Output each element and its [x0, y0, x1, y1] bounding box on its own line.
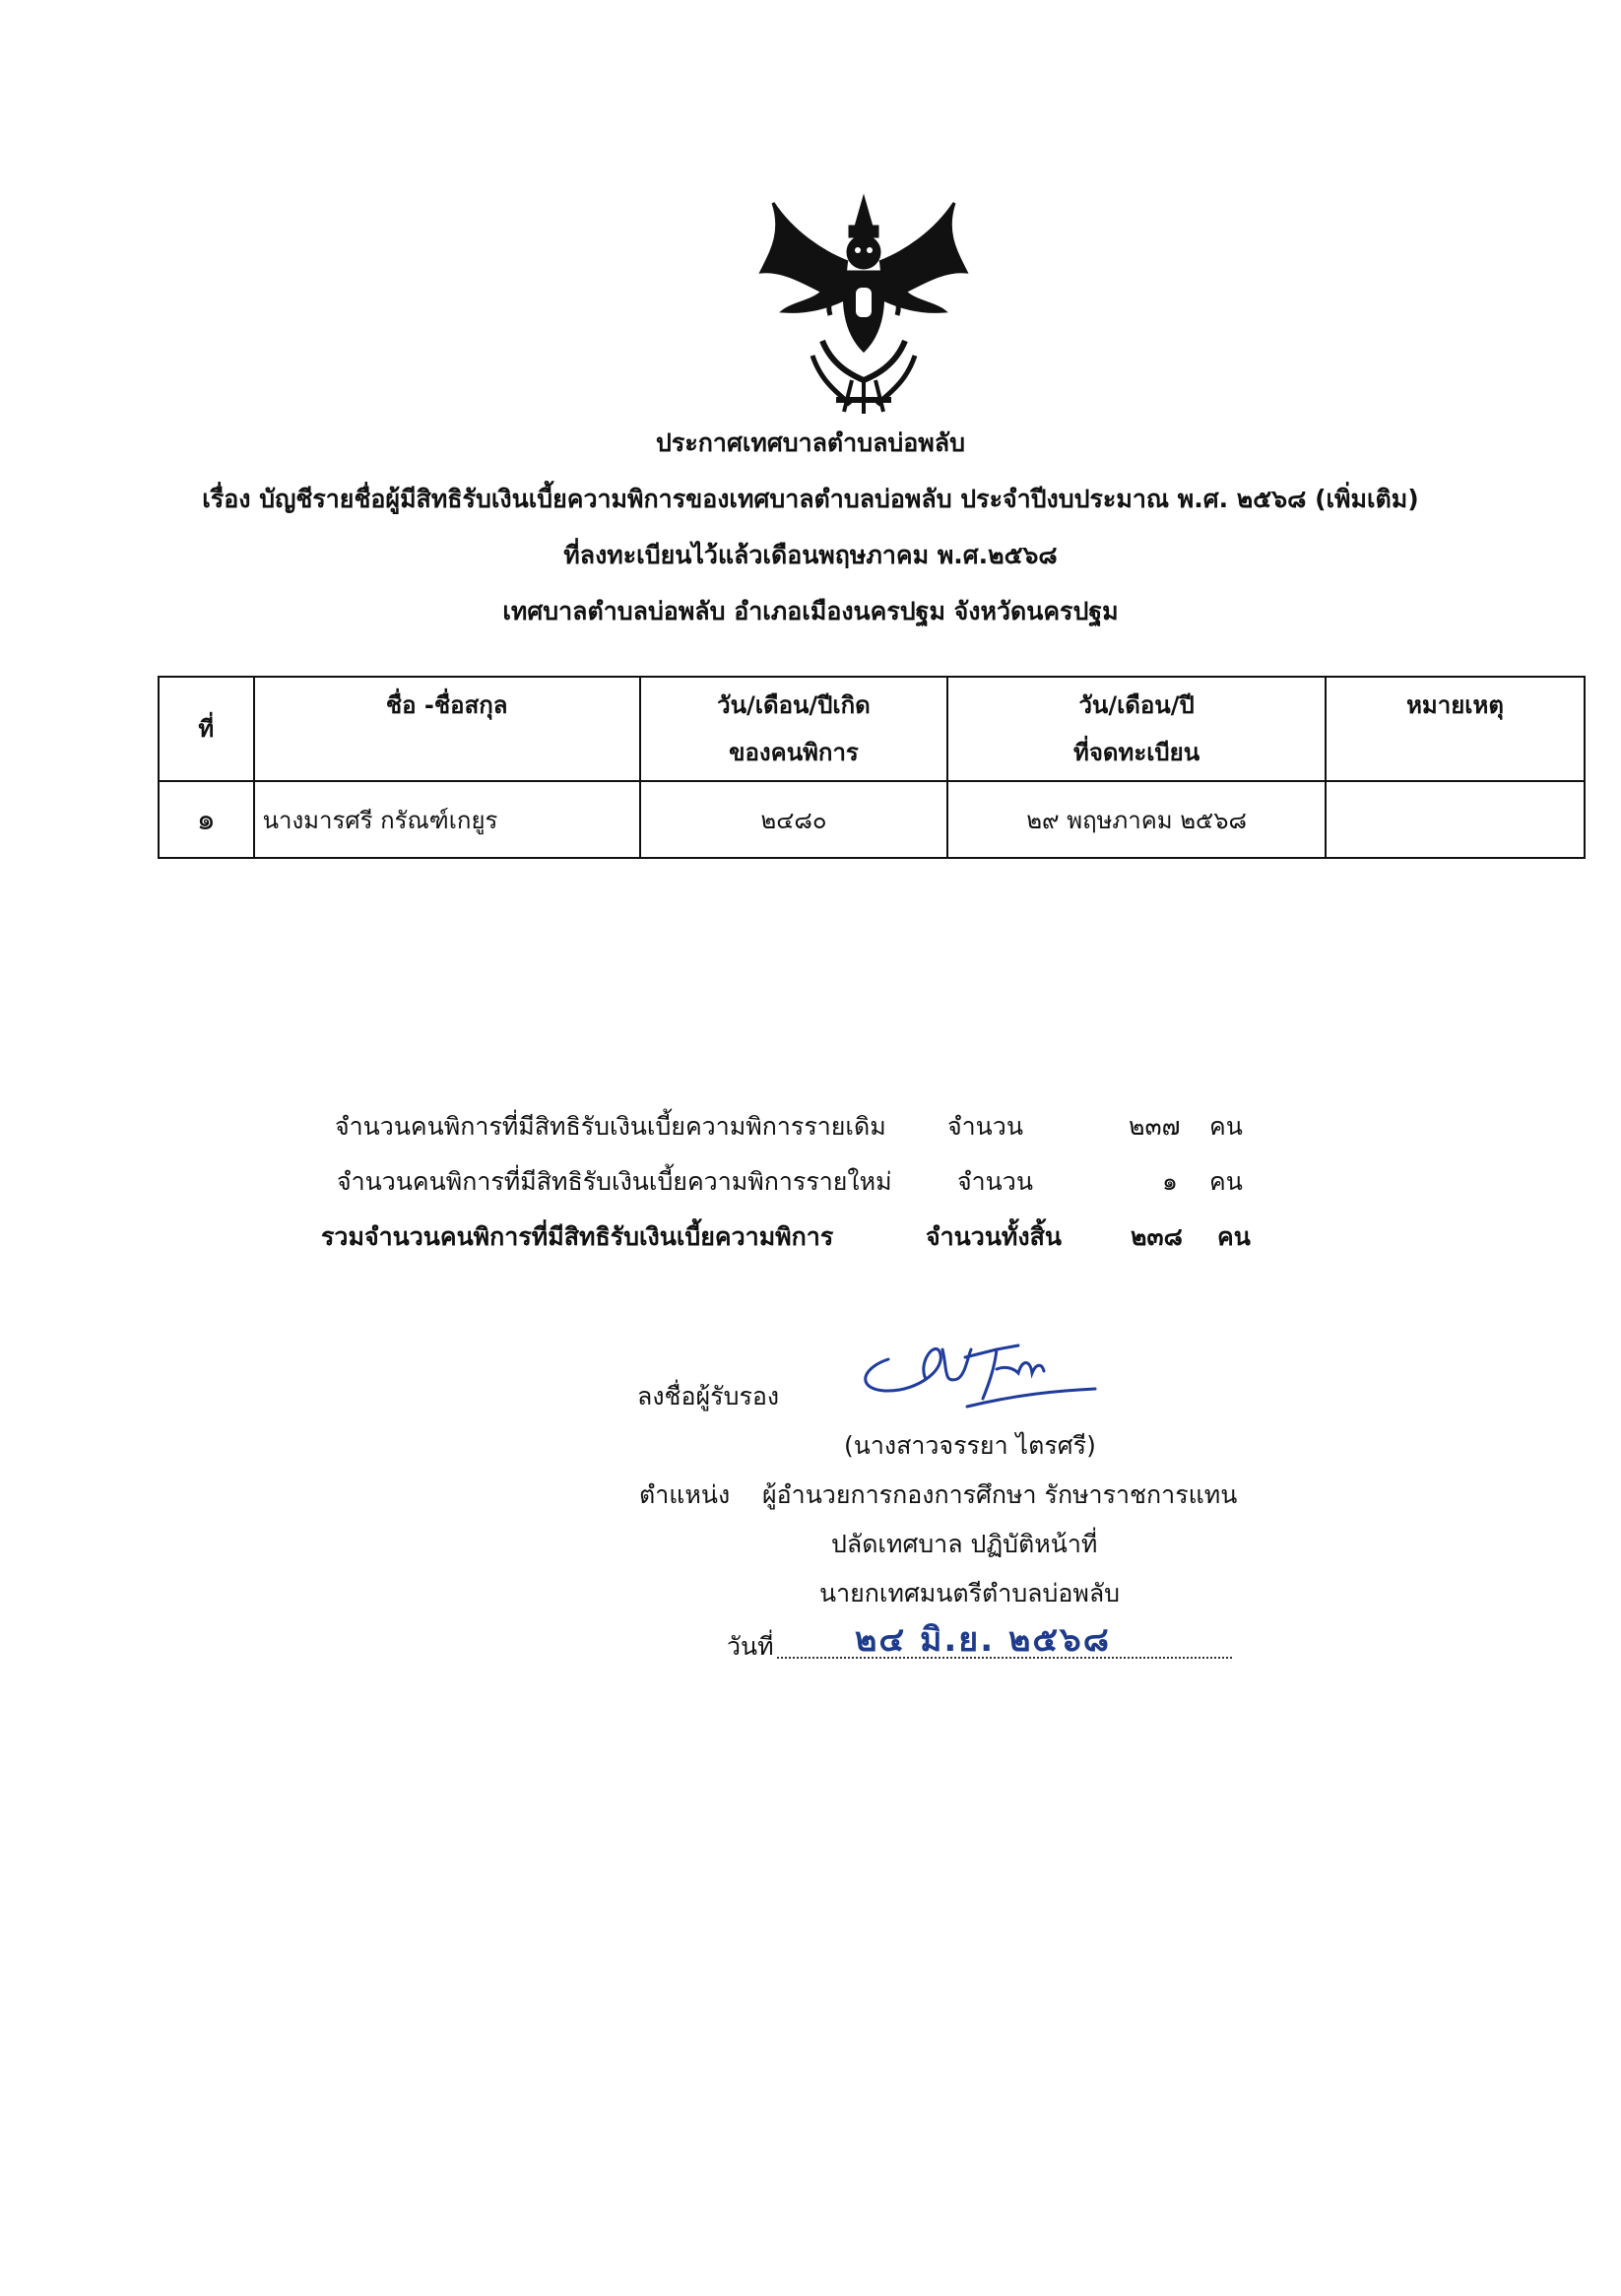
position-line-2: ปลัดเทศบาล ปฏิบัติหน้าที่ — [831, 1530, 1098, 1558]
position-line-3: นายกเทศมนตรีตำบลบ่อพลับ — [819, 1579, 1121, 1607]
summary-existing-value: ๒๓๗ — [1129, 1112, 1181, 1141]
summary-existing-unit: คน — [1209, 1112, 1243, 1141]
summary-new-value: ๑ — [1162, 1167, 1178, 1196]
col-header-birth — [640, 677, 947, 781]
col-header-birth-line2: ของคนพิการ — [729, 739, 859, 766]
col-header-registered-line2: ที่จดทะเบียน — [1073, 739, 1200, 766]
summary-existing-count-label: จำนวน — [947, 1112, 1023, 1141]
summary-total — [0, 1217, 1621, 1257]
col-header-birth-line1: วัน/เดือน/ปีเกิด — [717, 691, 871, 719]
header-line-2: เรื่อง บัญชีรายชื่อผู้มีสิทธิรับเงินเบี้ยความพิการของเทศบาลตำบลบ่อพลับ ประจำปีงบประมาณ พ.ศ. ๒๕๖๘ (เพิ่มเติม) — [202, 485, 1419, 513]
garuda-emblem-icon — [753, 193, 975, 415]
col-header-note: หมายเหตุ — [1326, 677, 1585, 781]
beneficiary-table — [158, 676, 1586, 859]
summary-total-unit: คน — [1217, 1222, 1251, 1251]
summary-total-value: ๒๓๘ — [1131, 1222, 1183, 1251]
summary-new — [0, 1162, 1621, 1202]
handwritten-signature-icon — [849, 1330, 1105, 1418]
summary-total-label: รวมจำนวนคนพิการที่มีสิทธิรับเงินเบี้ยความพิการ — [321, 1222, 834, 1251]
sign-label: ลงชื่อผู้รับรอง — [637, 1382, 780, 1410]
date-stamp: ๒๔ มิ.ย. ๒๕๖๘ — [855, 1620, 1111, 1660]
summary-existing — [0, 1107, 1621, 1147]
col-header-registered-line1: วัน/เดือน/ปี — [1078, 691, 1195, 719]
summary-new-unit: คน — [1209, 1167, 1243, 1196]
summary-existing-label: จำนวนคนพิการที่มีสิทธิรับเงินเบี้ยความพิการรายเดิม — [335, 1112, 886, 1141]
position-line-1: ผู้อำนวยการกองการศึกษา รักษาราชการแทน — [762, 1480, 1238, 1509]
cell-birth: ๒๔๘๐ — [640, 781, 947, 858]
header-line-3: ที่ลงทะเบียนไว้แล้วเดือนพฤษภาคม พ.ศ.๒๕๖๘ — [563, 541, 1058, 569]
position-label: ตำแหน่ง — [639, 1480, 731, 1509]
summary-total-count-label: จำนวนทั้งสิ้น — [926, 1222, 1062, 1251]
table-row — [159, 781, 1585, 858]
cell-name: นางมารศรี กรัณฑ์เกยูร — [254, 781, 640, 858]
summary-new-label: จำนวนคนพิการที่มีสิทธิรับเงินเบี้ยความพิการรายใหม่ — [337, 1167, 892, 1196]
header-line-1: ประกาศเทศบาลตำบลบ่อพลับ — [656, 428, 965, 457]
signer-name: (นางสาวจรรยา ไตรศรี) — [844, 1431, 1096, 1460]
header-line-4: เทศบาลตำบลบ่อพลับ อำเภอเมืองนครปฐม จังหวัดนครปฐม — [502, 597, 1119, 625]
cell-note — [1326, 781, 1585, 858]
col-header-no: ที่ — [159, 677, 254, 781]
summary-new-count-label: จำนวน — [957, 1167, 1033, 1196]
cell-no: ๑ — [159, 781, 254, 858]
col-header-name: ชื่อ -ชื่อสกุล — [254, 677, 640, 781]
table-header-row — [159, 677, 1585, 781]
cell-registered: ๒๙ พฤษภาคม ๒๕๖๘ — [947, 781, 1326, 858]
col-header-registered — [947, 677, 1326, 781]
date-label: วันที่ — [727, 1632, 774, 1661]
